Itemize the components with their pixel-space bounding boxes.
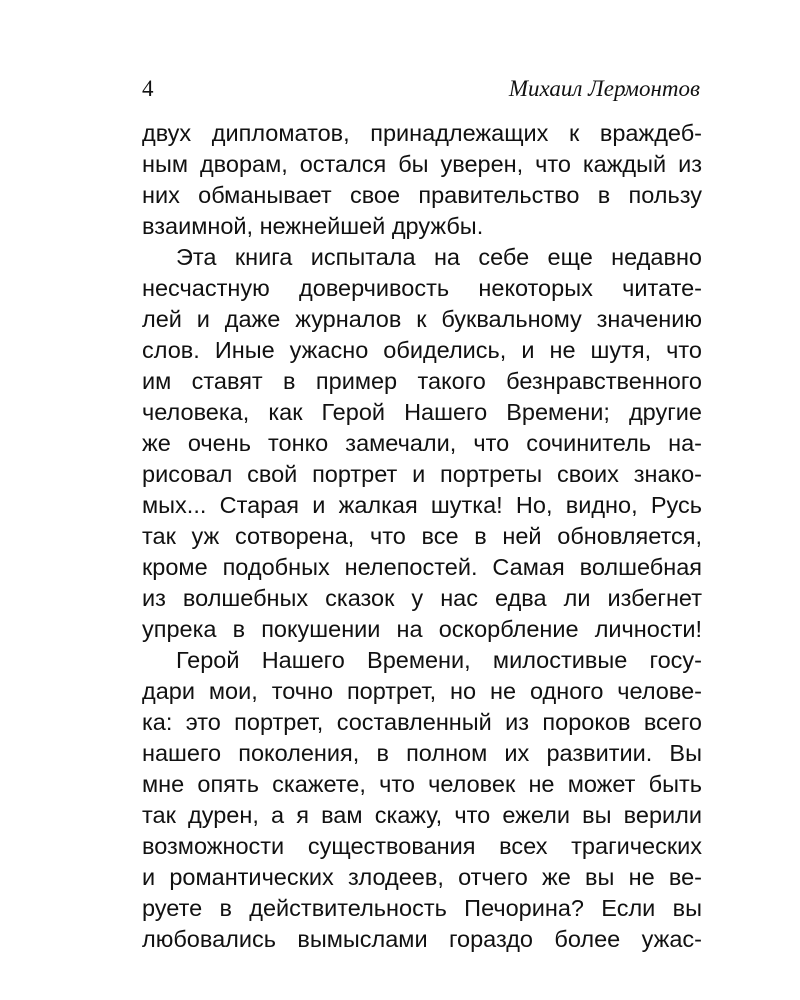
text-line: несчастную доверчивость некоторых читате- [142, 275, 702, 301]
page-header [142, 76, 700, 106]
text-line: так уж сотворена, что все в ней обновляется, [142, 523, 702, 549]
text-line: двух дипломатов, принадлежащих к враждеб- [142, 120, 702, 146]
text-line: любовались вымыслами гораздо более ужас- [142, 926, 702, 952]
text-line: руете в действительность Печорина? Если вы [142, 895, 702, 921]
text-line: человека, как Герой Нашего Времени; другие [142, 399, 702, 425]
text-line: из волшебных сказок у нас едва ли избегнет [142, 585, 702, 611]
text-line: ным дворам, остался бы уверен, что каждый из [142, 151, 702, 177]
text-line: взаимной, нежнейшей дружбы. [142, 213, 484, 239]
text-line: мых... Старая и жалкая шутка! Но, видно, Русь [142, 492, 702, 518]
text-line: мне опять скажете, что человек не может быть [142, 771, 702, 797]
paragraph-3 [142, 645, 702, 955]
text-line: им ставят в пример такого безнравственного [142, 368, 702, 394]
text-line: же очень тонко замечали, что сочинитель на- [142, 430, 702, 456]
text-line: возможности существования всех трагических [142, 833, 702, 859]
text-line: рисовал свой портрет и портреты своих знако- [142, 461, 702, 487]
paragraph-1 [142, 118, 702, 242]
text-line: кроме подобных нелепостей. Самая волшебная [142, 554, 702, 580]
text-line: них обманывает свое правительство в пользу [142, 182, 702, 208]
paragraph-2 [142, 242, 702, 645]
page-number: 4 [142, 76, 154, 101]
text-line: нашего поколения, в полном их развитии. Вы [142, 740, 702, 766]
running-title: Михаил Лермонтов [508, 76, 700, 101]
text-line: Герой Нашего Времени, милостивые госу- [176, 647, 702, 673]
text-line: слов. Иные ужасно обиделись, и не шутя, что [142, 337, 702, 363]
text-line: ка: это портрет, составленный из пороков всего [142, 709, 702, 735]
body-text [142, 118, 702, 955]
text-line: упрека в покушении на оскорбление личности! [142, 616, 702, 642]
text-line: Эта книга испытала на себе еще недавно [176, 244, 702, 270]
text-line: лей и даже журналов к буквальному значению [142, 306, 702, 332]
text-line: так дурен, а я вам скажу, что ежели вы верили [142, 802, 702, 828]
text-line: и романтических злодеев, отчего же вы не ве- [142, 864, 702, 890]
text-line: дари мои, точно портрет, но не одного челове- [142, 678, 702, 704]
